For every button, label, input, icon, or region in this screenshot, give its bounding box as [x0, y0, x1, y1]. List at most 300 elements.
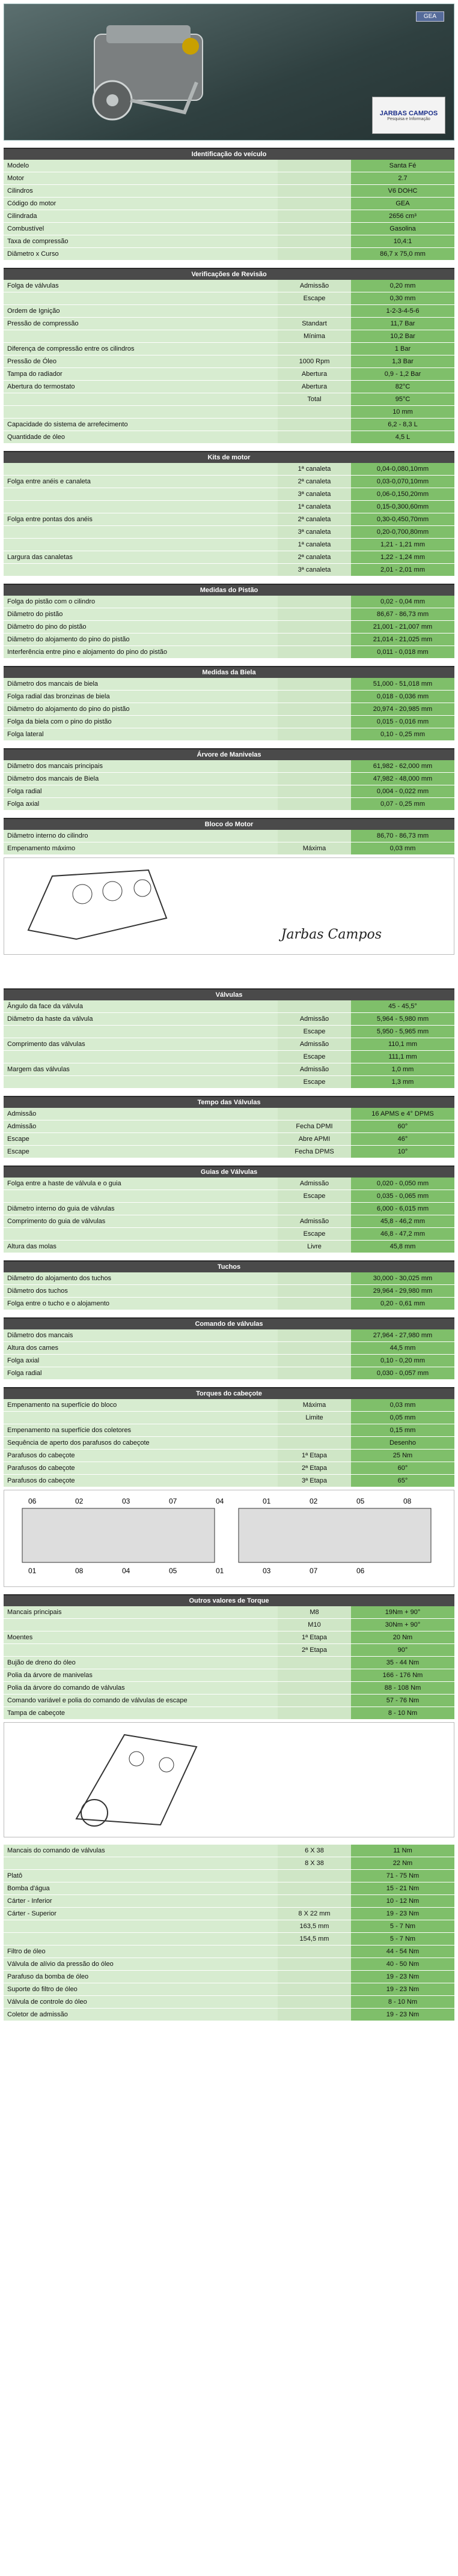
row-label: Escape — [4, 1146, 278, 1158]
row-condition — [278, 1996, 351, 2009]
row-label: Escape — [4, 1133, 278, 1146]
row-condition — [278, 1946, 351, 1958]
table-row — [4, 368, 454, 381]
row-condition: Limite — [278, 1412, 351, 1424]
table-row — [4, 716, 454, 728]
row-label: Diâmetro dos tuchos — [4, 1285, 278, 1298]
row-value: 44,5 mm — [351, 1342, 454, 1355]
table-row — [4, 488, 454, 501]
table-row — [4, 172, 454, 185]
row-condition: 1ª canaleta — [278, 463, 351, 476]
row-label: Quantidade de óleo — [4, 431, 278, 444]
table-row — [4, 1063, 454, 1076]
bolt-sequence-number: 01 — [263, 1497, 271, 1505]
table-row — [4, 198, 454, 210]
table-row — [4, 280, 454, 292]
row-value: 8 - 10 Nm — [351, 1996, 454, 2009]
row-value: 0,035 - 0,065 mm — [351, 1190, 454, 1203]
row-condition — [278, 248, 351, 261]
row-condition: Admissão — [278, 1178, 351, 1190]
table-row — [4, 1329, 454, 1342]
table-row — [4, 564, 454, 576]
row-condition — [278, 1424, 351, 1437]
table-row — [4, 1996, 454, 2009]
table-row — [4, 1619, 454, 1631]
row-label: Mancais do comando de válvulas — [4, 1845, 278, 1857]
section-title: Árvore de Manivelas — [4, 748, 454, 760]
row-condition — [278, 785, 351, 798]
table-row — [4, 2009, 454, 2021]
row-label: Margem das válvulas — [4, 1063, 278, 1076]
row-label: Pressão de Óleo — [4, 355, 278, 368]
row-value: 0,9 - 1,2 Bar — [351, 368, 454, 381]
row-label: Ordem de Ignição — [4, 305, 278, 318]
table-row — [4, 185, 454, 198]
row-condition — [278, 830, 351, 842]
row-condition: Abertura — [278, 381, 351, 393]
table-row — [4, 393, 454, 406]
row-label: Tampa do radiador — [4, 368, 278, 381]
row-value: 0,018 - 0,036 mm — [351, 691, 454, 703]
page — [4, 4, 454, 2021]
row-label: Parafuso da bomba de óleo — [4, 1971, 278, 1983]
row-condition: Mínima — [278, 330, 351, 343]
row-value: 19Nm + 90° — [351, 1606, 454, 1619]
row-value: 1,21 - 1,21 mm — [351, 539, 454, 551]
table-row — [4, 1215, 454, 1228]
table-row — [4, 501, 454, 513]
row-value: 25 Nm — [351, 1450, 454, 1462]
section-title: Torques do cabeçote — [4, 1387, 454, 1399]
row-value: 0,03 mm — [351, 1399, 454, 1412]
table-row — [4, 235, 454, 248]
row-label: Tampa de cabeçote — [4, 1707, 278, 1720]
row-label: Diâmetro do alojamento do pino do pistão — [4, 703, 278, 716]
row-value: 19 - 23 Nm — [351, 1983, 454, 1996]
row-condition — [278, 1971, 351, 1983]
row-condition — [278, 633, 351, 646]
row-label: Admissão — [4, 1108, 278, 1120]
row-label: Cilindrada — [4, 210, 278, 223]
row-value: 57 - 76 Nm — [351, 1695, 454, 1707]
bolt-sequence-number: 03 — [122, 1497, 130, 1505]
row-value: 2,01 - 2,01 mm — [351, 564, 454, 576]
row-condition: M10 — [278, 1619, 351, 1631]
row-label: Folga entre pontas dos anéis — [4, 513, 278, 526]
table-row — [4, 1146, 454, 1158]
row-label: Parafusos do cabeçote — [4, 1462, 278, 1475]
row-condition — [278, 596, 351, 608]
row-label: Diâmetro interno do guia de válvulas — [4, 1203, 278, 1215]
row-label: Código do motor — [4, 198, 278, 210]
row-label: Empenamento máximo — [4, 842, 278, 855]
table-row — [4, 431, 454, 444]
row-condition: Abre APMI — [278, 1133, 351, 1146]
table-row — [4, 1870, 454, 1882]
row-value: 35 - 44 Nm — [351, 1657, 454, 1669]
row-value: 0,04-0,080,10mm — [351, 463, 454, 476]
engine-illustration — [76, 10, 233, 130]
row-label: Modelo — [4, 160, 278, 172]
row-label: Diâmetro do alojamento dos tuchos — [4, 1272, 278, 1285]
spec-table — [4, 678, 454, 741]
table-row — [4, 1895, 454, 1908]
table-row — [4, 305, 454, 318]
row-label: Bomba d'água — [4, 1882, 278, 1895]
row-value: 0,30 mm — [351, 292, 454, 305]
table-row — [4, 1450, 454, 1462]
row-value: 21,014 - 21,025 mm — [351, 633, 454, 646]
row-value: 86,70 - 86,73 mm — [351, 830, 454, 842]
row-condition — [278, 716, 351, 728]
row-label: Capacidade do sistema de arrefecimento — [4, 419, 278, 431]
row-label — [4, 526, 278, 539]
spec-table — [4, 160, 454, 261]
table-row — [4, 1462, 454, 1475]
row-condition — [278, 608, 351, 621]
row-condition — [278, 1298, 351, 1310]
row-value: 0,03 mm — [351, 842, 454, 855]
row-condition: Livre — [278, 1241, 351, 1253]
section-comando — [4, 1317, 454, 1380]
row-condition: Escape — [278, 1051, 351, 1063]
row-label: Parafusos do cabeçote — [4, 1475, 278, 1487]
brand-logo — [372, 97, 445, 134]
table-row — [4, 798, 454, 811]
bolt-sequence-number: 08 — [403, 1497, 412, 1505]
table-row — [4, 513, 454, 526]
row-value: 0,030 - 0,057 mm — [351, 1367, 454, 1380]
row-label — [4, 1051, 278, 1063]
row-condition: Escape — [278, 1026, 351, 1038]
row-value: 86,7 x 75,0 mm — [351, 248, 454, 261]
row-label: Altura das molas — [4, 1241, 278, 1253]
spec-table — [4, 463, 454, 576]
table-row — [4, 1631, 454, 1644]
table-row — [4, 1000, 454, 1013]
row-label — [4, 539, 278, 551]
table-row — [4, 1606, 454, 1619]
row-condition: 2ª Etapa — [278, 1462, 351, 1475]
row-label — [4, 564, 278, 576]
row-condition: 2ª canaleta — [278, 476, 351, 488]
table-row — [4, 1424, 454, 1437]
row-value: 90° — [351, 1644, 454, 1657]
table-row — [4, 621, 454, 633]
row-condition: 3ª canaleta — [278, 526, 351, 539]
row-value: 29,964 - 29,980 mm — [351, 1285, 454, 1298]
row-condition: Admissão — [278, 1215, 351, 1228]
row-value: 0,06-0,150,20mm — [351, 488, 454, 501]
row-value: 5,950 - 5,965 mm — [351, 1026, 454, 1038]
section-title: Identificação do veículo — [4, 148, 454, 160]
row-label: Abertura do termostato — [4, 381, 278, 393]
table-row — [4, 1298, 454, 1310]
section-title: Verificações de Revisão — [4, 268, 454, 280]
table-row — [4, 160, 454, 172]
row-condition — [278, 703, 351, 716]
table-row — [4, 1983, 454, 1996]
row-condition — [278, 1895, 351, 1908]
row-condition — [278, 160, 351, 172]
section-outros — [4, 1594, 454, 1837]
section-revisao — [4, 268, 454, 444]
row-label: Empenamento na superfície do bloco — [4, 1399, 278, 1412]
table-row — [4, 830, 454, 842]
row-value: Santa Fé — [351, 160, 454, 172]
row-condition — [278, 1108, 351, 1120]
table-row — [4, 1437, 454, 1450]
row-label: Empenamento na superfície dos coletores — [4, 1424, 278, 1437]
bolt-sequence-number: 06 — [356, 1567, 365, 1575]
table-row — [4, 1857, 454, 1870]
row-label: Folga radial — [4, 1367, 278, 1380]
row-value: 20,974 - 20,985 mm — [351, 703, 454, 716]
row-label: Pressão de compressão — [4, 318, 278, 330]
row-label: Diâmetro interno do cilindro — [4, 830, 278, 842]
row-value: 86,67 - 86,73 mm — [351, 608, 454, 621]
row-condition: 1000 Rpm — [278, 355, 351, 368]
row-value: 60° — [351, 1120, 454, 1133]
row-value: 0,004 - 0,022 mm — [351, 785, 454, 798]
row-label: Folga radial — [4, 785, 278, 798]
author-signature: Jarbas Campos — [281, 927, 382, 942]
table-row — [4, 463, 454, 476]
logo-title: JARBAS CAMPOS — [379, 109, 438, 117]
row-condition — [278, 1657, 351, 1669]
row-condition — [278, 760, 351, 773]
row-value: 166 - 176 Nm — [351, 1669, 454, 1682]
row-label: Diâmetro x Curso — [4, 248, 278, 261]
row-value: 11,7 Bar — [351, 318, 454, 330]
table-row — [4, 355, 454, 368]
row-value: 19 - 23 Nm — [351, 1971, 454, 1983]
engine-hero-image — [4, 4, 454, 141]
row-condition — [278, 1695, 351, 1707]
row-value: 15 - 21 Nm — [351, 1882, 454, 1895]
table-row — [4, 1228, 454, 1241]
row-condition: 1ª Etapa — [278, 1631, 351, 1644]
table-row — [4, 1355, 454, 1367]
section-title: Outros valores de Torque — [4, 1594, 454, 1606]
row-label: Diâmetro dos mancais de Biela — [4, 773, 278, 785]
row-condition: 2ª canaleta — [278, 551, 351, 564]
row-value: 5,964 - 5,980 mm — [351, 1013, 454, 1026]
row-label: Folga entre o tucho e o alojamento — [4, 1298, 278, 1310]
table-row — [4, 551, 454, 564]
row-condition: 8 X 38 — [278, 1857, 351, 1870]
table-row — [4, 1933, 454, 1946]
row-condition: 163,5 mm — [278, 1920, 351, 1933]
row-label: Taxa de compressão — [4, 235, 278, 248]
row-condition — [278, 691, 351, 703]
bolt-sequence-number: 02 — [75, 1497, 84, 1505]
table-row — [4, 1051, 454, 1063]
row-label: Cilindros — [4, 185, 278, 198]
bolt-sequence-number: 05 — [356, 1497, 365, 1505]
table-row — [4, 842, 454, 855]
row-label — [4, 488, 278, 501]
table-row — [4, 1707, 454, 1720]
row-value: 0,10 - 0,20 mm — [351, 1355, 454, 1367]
row-label — [4, 1190, 278, 1203]
table-row — [4, 210, 454, 223]
row-condition — [278, 1342, 351, 1355]
section-title: Comando de válvulas — [4, 1317, 454, 1329]
row-value: 60° — [351, 1462, 454, 1475]
row-condition — [278, 678, 351, 691]
row-value: 5 - 7 Nm — [351, 1933, 454, 1946]
section-title: Kits de motor — [4, 451, 454, 463]
table-row — [4, 691, 454, 703]
row-value: 8 - 10 Nm — [351, 1707, 454, 1720]
row-value: 0,20-0,700,80mm — [351, 526, 454, 539]
row-condition — [278, 210, 351, 223]
row-condition — [278, 419, 351, 431]
row-label: Largura das canaletas — [4, 551, 278, 564]
row-condition — [278, 343, 351, 355]
row-label: Folga da biela com o pino do pistão — [4, 716, 278, 728]
table-row — [4, 1695, 454, 1707]
table-row — [4, 1958, 454, 1971]
row-condition — [278, 406, 351, 419]
row-label: Suporte do filtro de óleo — [4, 1983, 278, 1996]
section-manivelas — [4, 748, 454, 811]
row-label — [4, 406, 278, 419]
row-label: Folga entre a haste de válvula e o guia — [4, 1178, 278, 1190]
row-label: Diferença de compressão entre os cilindros — [4, 343, 278, 355]
row-condition: 8 X 22 mm — [278, 1908, 351, 1920]
row-label: Motor — [4, 172, 278, 185]
table-row — [4, 608, 454, 621]
row-label — [4, 1857, 278, 1870]
row-condition — [278, 1669, 351, 1682]
spec-table — [4, 1178, 454, 1253]
section-biela — [4, 666, 454, 741]
row-label — [4, 393, 278, 406]
row-label — [4, 1228, 278, 1241]
row-value: 2656 cm³ — [351, 210, 454, 223]
bolt-sequence-number: 04 — [216, 1497, 224, 1505]
row-value: Desenho — [351, 1437, 454, 1450]
row-label — [4, 1026, 278, 1038]
table-row — [4, 419, 454, 431]
row-value: 61,982 - 62,000 mm — [351, 760, 454, 773]
table-row — [4, 1013, 454, 1026]
row-condition — [278, 235, 351, 248]
section-tempo — [4, 1096, 454, 1158]
row-value: 0,20 mm — [351, 280, 454, 292]
row-condition — [278, 1983, 351, 1996]
bolt-sequence-number: 01 — [28, 1567, 37, 1575]
table-row — [4, 1669, 454, 1682]
section-tuchos — [4, 1260, 454, 1310]
bolt-sequence-number: 01 — [216, 1567, 224, 1575]
row-value: 0,05 mm — [351, 1412, 454, 1424]
spec-table — [4, 1606, 454, 1720]
engine-block-diagram — [4, 857, 454, 955]
row-label: Sequência de aperto dos parafusos do cabeçote — [4, 1437, 278, 1450]
row-value: 5 - 7 Nm — [351, 1920, 454, 1933]
row-value: 0,07 - 0,25 mm — [351, 798, 454, 811]
section-title: Guias de Válvulas — [4, 1166, 454, 1178]
section-title: Tempo das Válvulas — [4, 1096, 454, 1108]
row-value: 1,22 - 1,24 mm — [351, 551, 454, 564]
spec-table — [4, 1399, 454, 1487]
table-row — [4, 773, 454, 785]
row-label: Polia da árvore do comando de válvulas — [4, 1682, 278, 1695]
table-row — [4, 1038, 454, 1051]
spec-table — [4, 830, 454, 855]
row-condition: 3ª canaleta — [278, 488, 351, 501]
row-label: Altura dos cames — [4, 1342, 278, 1355]
row-value: 27,964 - 27,980 mm — [351, 1329, 454, 1342]
row-value: 40 - 50 Nm — [351, 1958, 454, 1971]
row-value: 30Nm + 90° — [351, 1619, 454, 1631]
row-condition: Standart — [278, 318, 351, 330]
row-label — [4, 1412, 278, 1424]
row-condition: Fecha DPMS — [278, 1146, 351, 1158]
table-row — [4, 633, 454, 646]
row-value: 82°C — [351, 381, 454, 393]
row-value: 71 - 75 Nm — [351, 1870, 454, 1882]
row-condition: Fecha DPMI — [278, 1120, 351, 1133]
section-guias — [4, 1166, 454, 1253]
row-label: Válvula de alívio da pressão do óleo — [4, 1958, 278, 1971]
row-value: 45,8 - 46,2 mm — [351, 1215, 454, 1228]
table-row — [4, 1971, 454, 1983]
row-value: 10 - 12 Nm — [351, 1895, 454, 1908]
row-label: Folga radial das bronzinas de biela — [4, 691, 278, 703]
row-value: 16 APMS e 4° DPMS — [351, 1108, 454, 1120]
row-value: 10° — [351, 1146, 454, 1158]
row-value: 51,000 - 51,018 mm — [351, 678, 454, 691]
spec-table — [4, 596, 454, 659]
row-value: 6,000 - 6,015 mm — [351, 1203, 454, 1215]
row-condition: Escape — [278, 1190, 351, 1203]
row-condition — [278, 1682, 351, 1695]
row-label — [4, 1920, 278, 1933]
row-condition — [278, 646, 351, 659]
row-value: 21,001 - 21,007 mm — [351, 621, 454, 633]
row-condition — [278, 431, 351, 444]
table-row — [4, 476, 454, 488]
row-condition — [278, 1707, 351, 1720]
section-title: Bloco do Motor — [4, 818, 454, 830]
row-value: 30,000 - 30,025 mm — [351, 1272, 454, 1285]
row-label: Diâmetro dos mancais — [4, 1329, 278, 1342]
row-label: Comprimento do guia de válvulas — [4, 1215, 278, 1228]
row-label: Interferência entre pino e alojamento do pino do pistão — [4, 646, 278, 659]
table-row — [4, 292, 454, 305]
table-row — [4, 1399, 454, 1412]
section-title: Válvulas — [4, 988, 454, 1000]
row-label: Combustível — [4, 223, 278, 235]
spec-table — [4, 1000, 454, 1089]
spec-table — [4, 760, 454, 811]
engine-timing-illustration — [4, 1722, 454, 1837]
row-condition — [278, 1437, 351, 1450]
table-row — [4, 1108, 454, 1120]
row-value: 10,4:1 — [351, 235, 454, 248]
row-value: 110,1 mm — [351, 1038, 454, 1051]
row-condition: 1ª canaleta — [278, 501, 351, 513]
spec-table — [4, 280, 454, 444]
row-value: Gasolina — [351, 223, 454, 235]
row-condition: 2ª Etapa — [278, 1644, 351, 1657]
table-row — [4, 1026, 454, 1038]
row-label — [4, 1644, 278, 1657]
